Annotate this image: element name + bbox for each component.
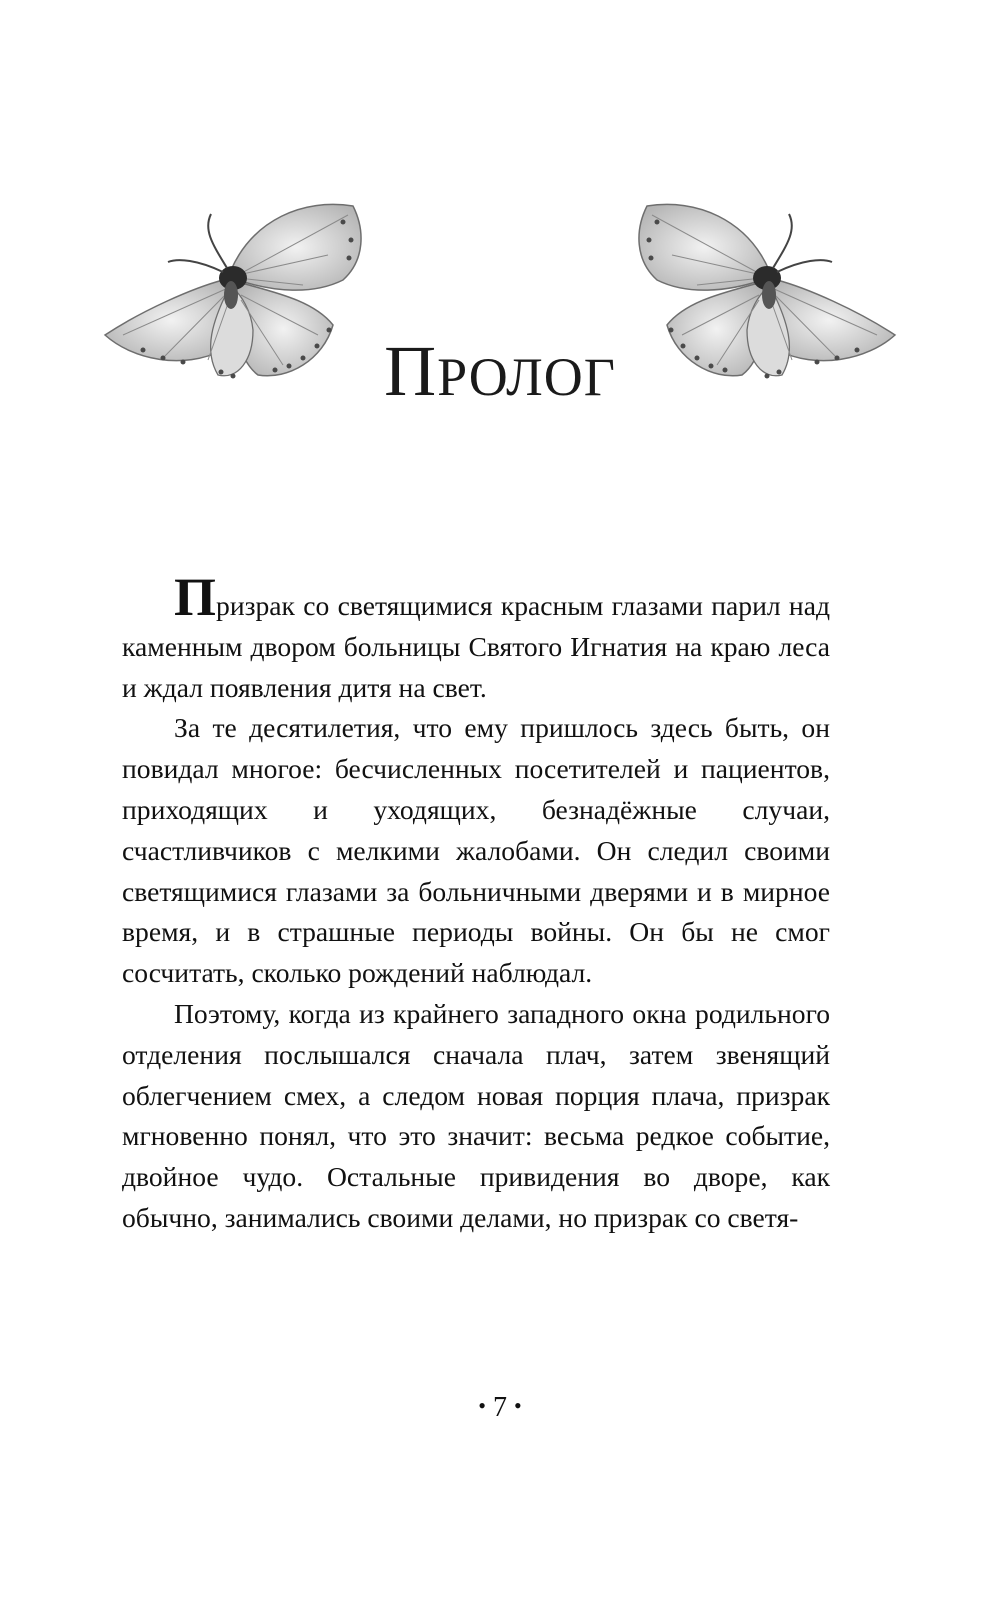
paragraph-3: Поэтому, когда из крайнего западного окна родильного отделения послышался сначала плач, затем звенящий облегчением смех, а следом новая порция плача, призрак мгновенно понял, что это значит: весьма редкое событие, двойное чудо. Остальные привидения во дворе, как обычно, занимались своими делами, но призрак со светя-: [122, 997, 830, 1233]
chapter-title: [0, 330, 1000, 413]
folio-bullet-right: •: [514, 1393, 522, 1418]
chapter-title-rest: РОЛОГ: [437, 347, 616, 407]
chapter-title-initial: П: [384, 331, 438, 411]
page-number-value: 7: [493, 1392, 507, 1423]
paragraph-1: [122, 567, 830, 708]
paragraph-1-text: ризрак со светящимися красным глазами парил над каменным двором больницы Святого Игнатия на краю леса и ждал появления дитя на свет.: [122, 590, 830, 703]
chapter-body: [122, 567, 830, 1239]
drop-cap: П: [174, 567, 217, 627]
page-number: [0, 1392, 1000, 1424]
paragraph-2: За те десятилетия, что ему пришлось здесь быть, он повидал многое: бесчисленных посетителей и пациентов, приходящих и уходящих, безнадёжные случаи, счастливчиков с мелкими жалобами. Он следил своими светящимися глазами за больничными дверями и в мирное время, и в страшные периоды войны. Он бы не смог сосчитать, сколько рождений наблюдал.: [122, 712, 830, 989]
folio-bullet-left: •: [478, 1393, 486, 1418]
